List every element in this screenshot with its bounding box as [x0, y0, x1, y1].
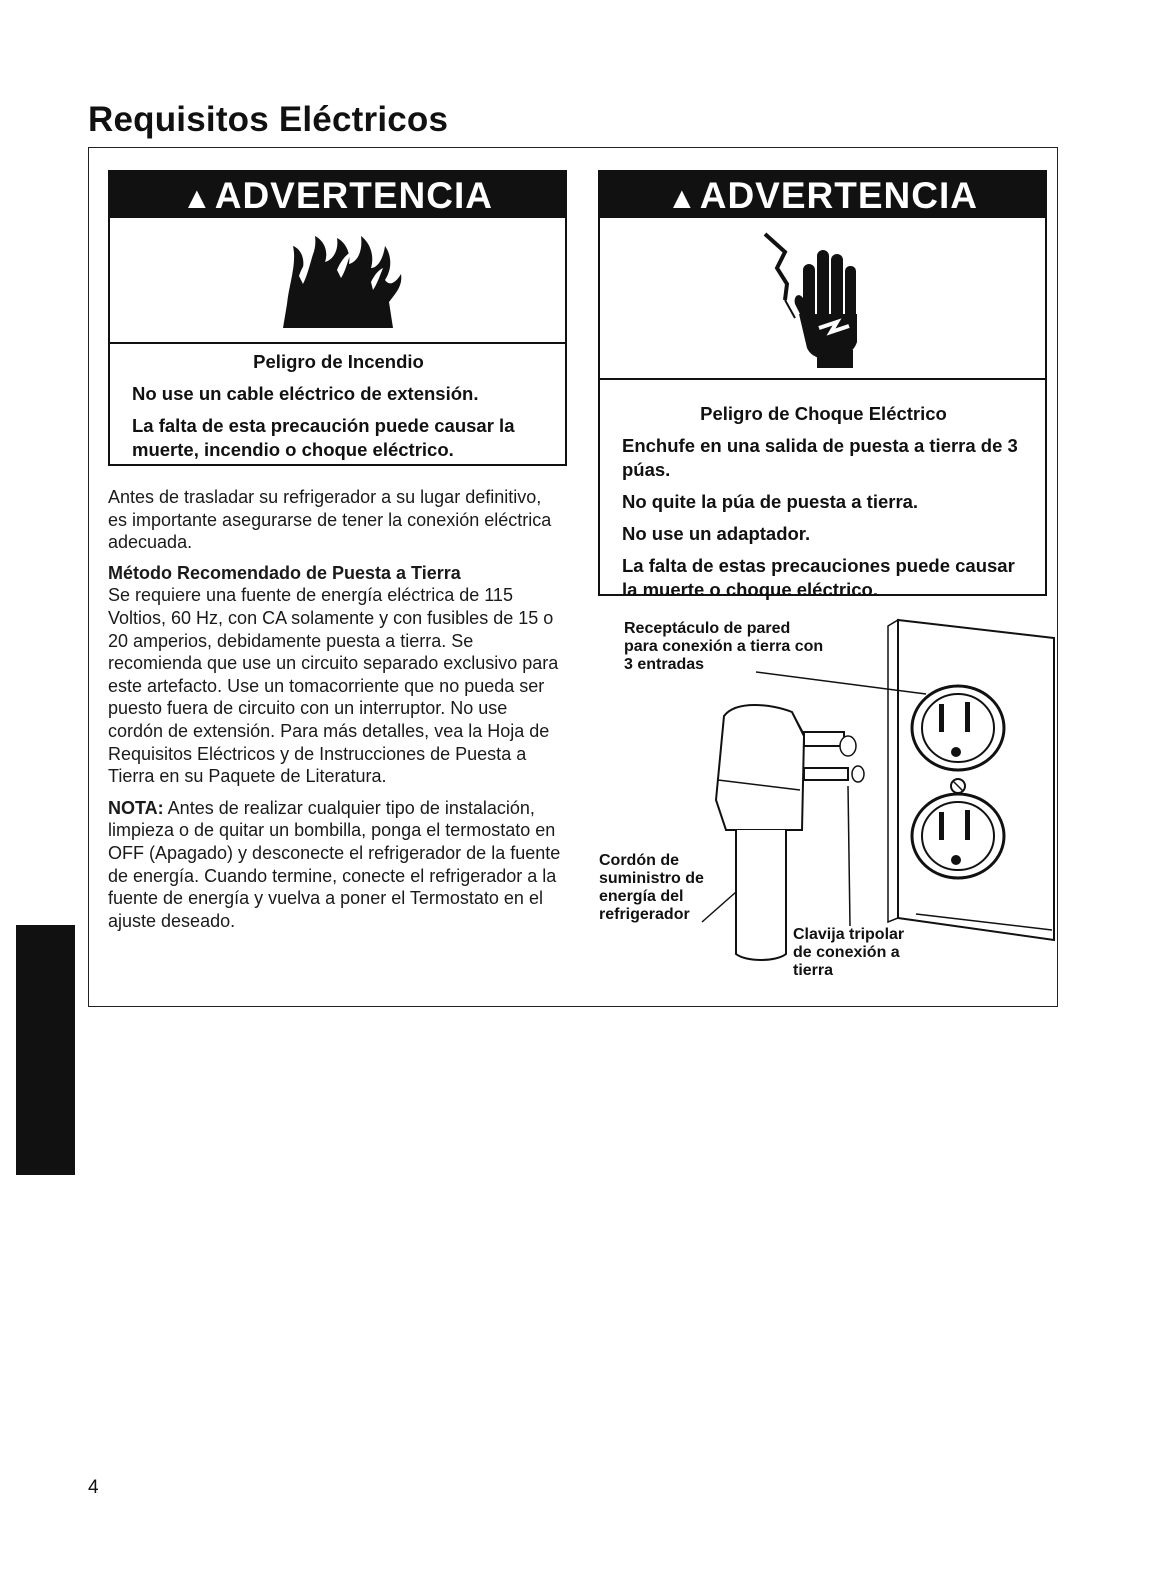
section-side-tab [16, 925, 75, 1175]
warning-header-label: ADVERTENCIA [214, 175, 493, 216]
page-title: Requisitos Eléctricos [88, 100, 449, 139]
warning-header [110, 172, 565, 218]
note-label: NOTA: [108, 797, 164, 818]
warning-line: Enchufe en una salida de puesta a tierra de 3 púas. [622, 435, 1018, 480]
warning-line: No use un cable eléctrico de extensión. [132, 383, 479, 404]
shock-picture-panel [600, 218, 1045, 380]
warning-line: La falta de estas precauciones puede causar la muerte o choque eléctrico. [622, 555, 1015, 600]
note-paragraph [108, 797, 564, 933]
warning-header [600, 172, 1045, 218]
note-text: Antes de realizar cualquier tipo de instalación, limpieza o de quitar un bombilla, ponga el termostato en OFF (Apagado) y desconecte el refrigerador de la fuente de energía. Cuando termine, conecte el refrigerador a la fuente de energía y vuelva a poner el Termostato en el ajuste deseado. [108, 797, 561, 931]
shock-warning-box [598, 170, 1047, 600]
electric-shock-hand-icon [755, 222, 885, 372]
warning-line: No use un adaptador. [622, 523, 811, 544]
warning-triangle-icon: ▲ [182, 182, 213, 215]
warning-line: La falta de esta precaución puede causar la muerte, incendio o choque eléctrico. [132, 415, 515, 460]
fire-picture-panel [110, 218, 565, 344]
receptacle-label: Receptáculo de pared para conexión a tierra con 3 entradas [624, 620, 824, 673]
intro-paragraph: Antes de trasladar su refrigerador a su lugar definitivo, es importante asegurarse de tener la conexión eléctrica adecuada. [108, 487, 552, 553]
warning-heading: Peligro de Incendio [253, 351, 424, 372]
warning-header-label: ADVERTENCIA [699, 175, 978, 216]
warning-triangle-icon: ▲ [667, 182, 698, 215]
warning-line: No quite la púa de puesta a tierra. [622, 491, 919, 512]
plug-label: Clavija tripolar de conexión a tierra [793, 926, 905, 979]
page-number: 4 [88, 1477, 99, 1498]
shock-warning-text [600, 396, 1045, 618]
method-paragraph: Se requiere una fuente de energía eléctrica de 115 Voltios, 60 Hz, con CA solamente y con fusibles de 15 o 20 amperios, debidamente puesta a tierra. Se recomienda que use un circuito separado exclusivo para este artefacto. Use un tomacorriente que no pueda ser puesto fuera de circuito con un interruptor. No use cordón de extensión. Para más detalles, vea la Hoja de Requisitos Eléctricos y de Instrucciones de Puesta a Tierra en su Paquete de Literatura. [108, 585, 559, 787]
fire-warning-box [108, 170, 567, 466]
fire-icon [263, 224, 413, 336]
body-column [108, 486, 564, 932]
fire-warning-text [110, 344, 565, 478]
method-heading: Método Recomendado de Puesta a Tierra [108, 562, 461, 583]
warning-heading: Peligro de Choque Eléctrico [700, 403, 947, 424]
cord-label: Cordón de suministro de energía del refrigerador [599, 852, 704, 923]
